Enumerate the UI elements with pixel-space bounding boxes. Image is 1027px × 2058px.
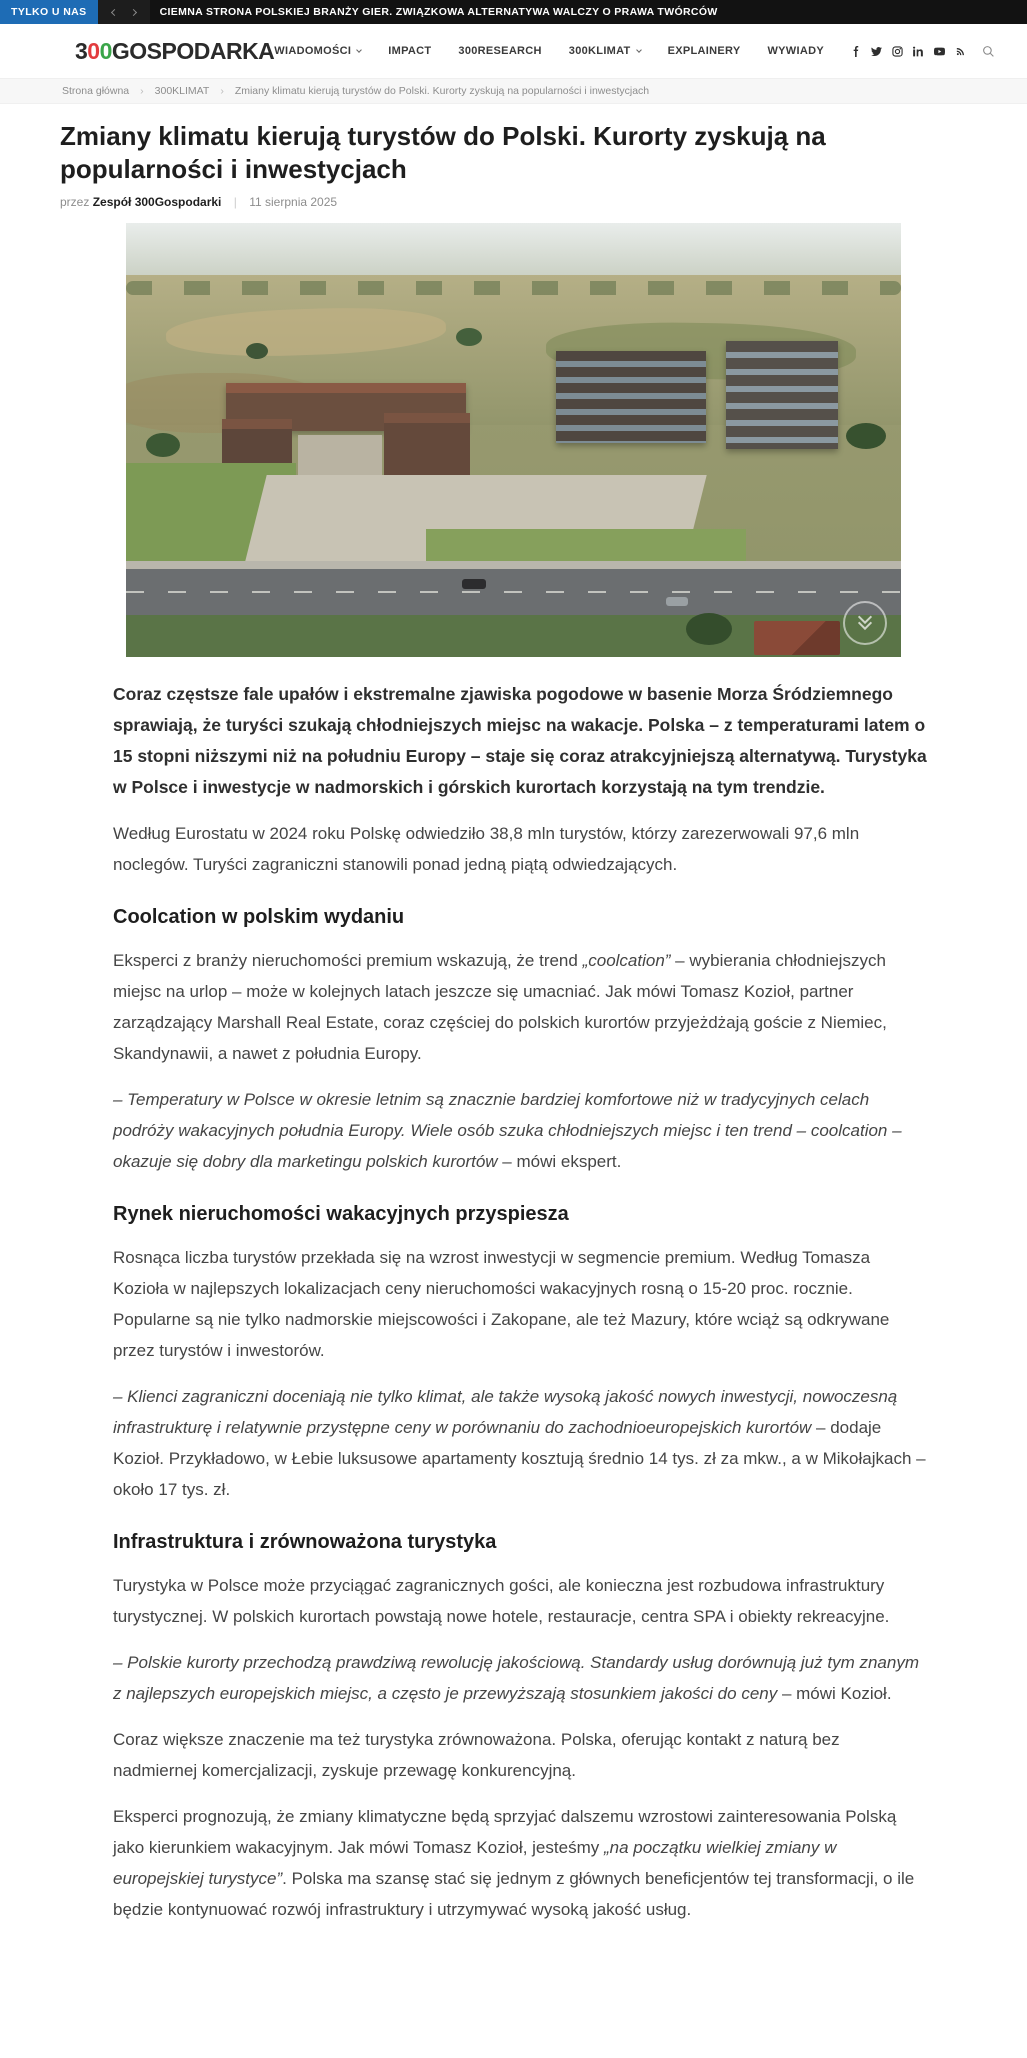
- nav-item-300klimat[interactable]: [569, 45, 641, 57]
- hero-tree: [146, 433, 180, 457]
- hero-lawn-mid: [426, 529, 746, 565]
- chevron-down-icon: [356, 47, 362, 53]
- article-paragraph: – Klienci zagraniczni doceniają nie tylko klimat, ale także wysoką jakość nowych inwestycji, nowoczesną infrastrukturę i relatywnie przystępne ceny w porównaniu do zachodnioeuropejskich kurortów – dodaje Kozioł. Przykładowo, w Łebie luksusowe apartamenty kosztują średnio 14 tys. zł za mkw., a w Mikołajkach – około 17 tys. zł.: [113, 1387, 926, 1499]
- nav-item-label: WIADOMOŚCI: [274, 45, 352, 57]
- logo-seg-0-red: 0: [87, 37, 100, 64]
- hero-sidewalk: [126, 561, 901, 569]
- hero-car-light: [666, 597, 688, 606]
- article-container: [60, 120, 967, 1925]
- byline-prefix: przez: [60, 195, 90, 209]
- breadcrumb-item[interactable]: Strona główna: [62, 85, 130, 97]
- article-body: [113, 818, 927, 1925]
- breadcrumb-bar: [0, 78, 1027, 104]
- breadcrumb-separator: ›: [220, 85, 224, 97]
- article-paragraph: Według Eurostatu w 2024 roku Polskę odwiedziło 38,8 mln turystów, którzy zarezerwowali 97,6 mln noclegów. Turyści zagraniczni stanowili ponad jedną piątą odwiedzających.: [113, 824, 860, 874]
- nav-item-300research[interactable]: [458, 45, 541, 57]
- hero-building-modern-1: [556, 351, 706, 443]
- twitter-icon[interactable]: [871, 46, 882, 57]
- site-header: [0, 24, 1027, 78]
- section-heading: Infrastruktura i zrównoważona turystyka: [113, 1531, 497, 1553]
- hero-road-markings: [126, 591, 901, 593]
- nav-item-wywiady[interactable]: [767, 45, 823, 57]
- site-logo[interactable]: [75, 38, 274, 65]
- section-heading: Rynek nieruchomości wakacyjnych przyspiesza: [113, 1203, 569, 1225]
- article-paragraph: – Temperatury w Polsce w okresie letnim są znacznie bardziej komfortowe niż w tradycyjnych celach podróży wakacyjnych południa Europy. Wiele osób szuka chłodniejszych miejsc i ten trend – coolcation – okazuje się dobry dla marketingu polskich kurortów – mówi ekspert.: [113, 1090, 902, 1171]
- nav-item-label: 300KLIMAT: [568, 45, 631, 57]
- chevron-down-icon: [636, 47, 642, 53]
- nav-item-label: WYWIADY: [767, 45, 824, 57]
- hero-house-roof: [754, 621, 840, 655]
- breadcrumb: [62, 85, 649, 97]
- article-paragraph: Turystyka w Polsce może przyciągać zagranicznych gości, ale konieczna jest rozbudowa infrastruktury turystycznej. W polskich kurortach powstają nowe hotele, restauracje, centra SPA i obiekty rekreacyjne.: [113, 1576, 890, 1626]
- ticker-headline-link[interactable]: CIEMNA STRONA POLSKIEJ BRANŻY GIER. ZWIĄZKOWA ALTERNATYWA WALCZY O PRAWA TWÓRCÓW: [159, 6, 718, 18]
- hero-sky: [126, 223, 901, 275]
- hero-car-dark: [462, 579, 486, 589]
- nav-item-label: IMPACT: [388, 45, 432, 57]
- scroll-down-button[interactable]: [843, 601, 887, 645]
- hero-bottom-tree: [686, 613, 732, 645]
- facebook-icon[interactable]: [850, 46, 861, 57]
- nav-item-label: EXPLAINERY: [667, 45, 741, 57]
- nav-item-label: 300RESEARCH: [458, 45, 542, 57]
- publish-date: 11 sierpnia 2025: [249, 195, 338, 209]
- next-arrow-icon[interactable]: [130, 8, 137, 15]
- hero-tree: [456, 328, 482, 346]
- youtube-icon[interactable]: [934, 46, 945, 57]
- article-lead: Coraz częstsze fale upałów i ekstremalne zjawiska pogodowe w basenie Morza Śródziemnego sprawiają, że turyści szukają chłodniejszych miejsc na wakacje. Polska – z temperaturami latem o 15 stopni niższymi niż na południu Europy – staje się coraz atrakcyjniejszą alternatywą. Turystyka w Polsce i inwestycje w nadmorskich i górskich kurortach korzystają na tym trendzie.: [113, 684, 927, 797]
- logo-seg-gospodarka: GOSPODARKA: [111, 37, 275, 64]
- nav-item-impact[interactable]: [388, 45, 431, 57]
- breadcrumb-item: Zmiany klimatu kierują turystów do Polski. Kurorty zyskują na popularności i inwestycjach: [234, 85, 650, 97]
- ticker-arrows: [98, 0, 150, 24]
- logo-seg-3: 3: [75, 37, 88, 64]
- prev-arrow-icon[interactable]: [111, 8, 118, 15]
- article-body-wrapper: [60, 679, 967, 1925]
- main-nav: [274, 45, 824, 57]
- page-title: Zmiany klimatu kierują turystów do Polski. Kurorty zyskują na popularności i inwestycjach: [60, 121, 826, 184]
- hero-building-modern-2: [726, 341, 838, 449]
- instagram-icon[interactable]: [892, 46, 903, 57]
- hero-tree: [846, 423, 886, 449]
- hero-treeline: [126, 281, 901, 295]
- hero-tree: [246, 343, 268, 359]
- logo-seg-0-green: 0: [99, 37, 112, 64]
- ticker-badge: TYLKO U NAS: [0, 0, 98, 24]
- article-paragraph: Rosnąca liczba turystów przekłada się na wzrost inwestycji w segmencie premium. Według Tomasza Kozioła w najlepszych lokalizacjach ceny nieruchomości wakacyjnych rosną o 15-20 proc. rocznie. Popularne są nie tylko nadmorskie miejscowości i Zakopane, ale też Mazury, które wciąż są odkrywane przez turystów i inwestorów.: [113, 1248, 890, 1360]
- article-paragraph: Eksperci prognozują, że zmiany klimatyczne będą sprzyjać dalszemu wzrostowi zainteresowania Polską jako kierunkiem wakacyjnym. Jak mówi Tomasz Kozioł, jesteśmy „na początku wielkiej zmiany w europejskiej turystyce”. Polska ma szansę stać się jednym z głównych beneficjentów tej transformacji, o ile będzie kontynuować rozwój infrastruktury i utrzymywać wysoką jakość usług.: [113, 1807, 915, 1919]
- author-link[interactable]: Zespół 300Gospodarki: [92, 195, 222, 209]
- breadcrumb-item[interactable]: 300KLIMAT: [154, 85, 210, 97]
- byline-separator: |: [233, 195, 237, 209]
- nav-item-wiadomosci[interactable]: [274, 45, 361, 57]
- search-icon[interactable]: [982, 45, 995, 58]
- article-paragraph: – Polskie kurorty przechodzą prawdziwą rewolucję jakościową. Standardy usług dorównują już tym znanym z najlepszych europejskich miejsc, a często je przewyższają stosunkiem jakości do ceny – mówi Kozioł.: [113, 1653, 919, 1703]
- section-heading: Coolcation w polskim wydaniu: [113, 906, 405, 928]
- breadcrumb-separator: ›: [140, 85, 144, 97]
- article-paragraph: Eksperci z branży nieruchomości premium wskazują, że trend „coolcation” – wybierania chłodniejszych miejsc na urlop – może w kolejnych latach jeszcze się umacniać. Jak mówi Tomasz Kozioł, partner zarządzający Marshall Real Estate, coraz częściej do polskich kurortów przyjeżdżają goście z Niemiec, Skandynawii, a nawet z południa Europy.: [113, 951, 887, 1063]
- rss-icon[interactable]: [955, 46, 966, 57]
- news-ticker-bar: [0, 0, 1027, 24]
- social-links: [850, 46, 966, 57]
- linkedin-icon[interactable]: [913, 46, 924, 57]
- nav-item-explainery[interactable]: [668, 45, 741, 57]
- article-paragraph: Coraz większe znaczenie ma też turystyka zrównoważona. Polska, oferując kontakt z naturą bez nadmiernej komercjalizacji, zyskuje przewagę konkurencyjną.: [113, 1730, 840, 1780]
- hero-image: [126, 223, 901, 657]
- byline: [60, 195, 967, 209]
